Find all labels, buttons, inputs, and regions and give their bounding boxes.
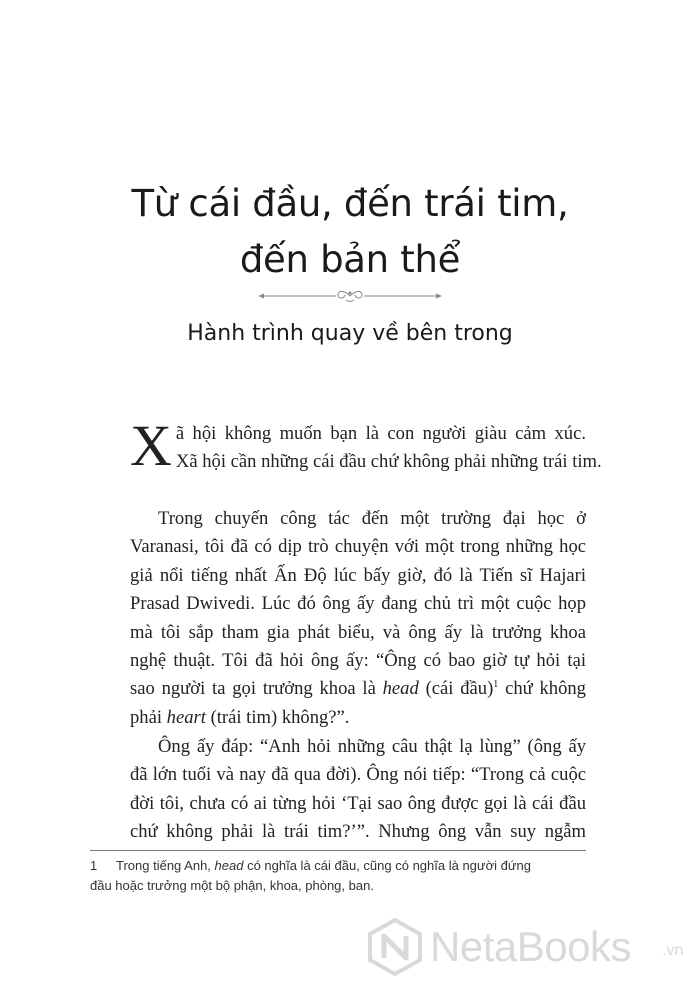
chapter-title [0, 176, 700, 288]
text-line: Varanasi, tôi đã có dịp trò chuyện với một trong những học [130, 536, 586, 558]
text-line: đã lớn tuổi và nay đã qua đời). Ông nói tiếp: “Trong cả cuộc [130, 764, 586, 786]
italic-term: head [214, 858, 244, 873]
footnote [90, 856, 590, 896]
italic-term: head [382, 678, 419, 700]
text-line: mà tôi sắp tham gia phát biểu, và ông ấy là trưởng khoa [130, 621, 586, 643]
footnote-line-1 [90, 856, 590, 876]
text-line: nghệ thuật. Tôi đã hỏi ông ấy: “Ông có bao giờ tự hỏi tại [130, 650, 586, 672]
text-line: Xã hội cần những cái đầu chứ không phải những trái tim. [175, 451, 602, 473]
text-fragment: (trái tim) không?”. [205, 706, 350, 728]
text-line: Ông ấy đáp: “Anh hỏi những câu thật lạ lùng” (ông ấy [158, 736, 586, 757]
text-line: đời tôi, chưa có ai từng hỏi ‘Tại sao ông được gọi là cái đầu [130, 792, 586, 814]
text-fragment: Trong tiếng Anh, [116, 858, 215, 873]
text-fragment: sao người ta gọi trưởng khoa là [130, 678, 383, 700]
netabooks-logo-icon [366, 918, 424, 976]
paragraph-2 [130, 505, 586, 742]
text-line: Prasad Dwivedi. Lúc đó ông ấy đang chủ trì một cuộc họp [130, 593, 586, 615]
text-line: Trong chuyến công tác đến một trường đại học ở [158, 508, 586, 529]
text-line [130, 675, 586, 703]
italic-term: heart [166, 706, 206, 728]
footnote-line-2: đầu hoặc trưởng một bộ phận, khoa, phòng, ban. [90, 878, 374, 893]
footnote-number: 1 [90, 858, 98, 873]
text-line [130, 704, 586, 732]
footnote-reference: 1 [493, 679, 499, 691]
paragraph-1 [130, 413, 602, 487]
text-fragment: phải [130, 706, 167, 728]
watermark-suffix: .vn [662, 942, 684, 959]
text-line: ã hội không muốn bạn là con người giàu cảm xúc. [175, 423, 586, 444]
chapter-title-line-1: Từ cái đầu, đến trái tim, [131, 182, 569, 225]
text-fragment: có nghĩa là cái đầu, cũng có nghĩa là người đứng [243, 858, 532, 873]
ornament-divider [258, 288, 442, 304]
watermark-text: NetaBooks [430, 923, 631, 970]
text-fragment: (cái đầu) [418, 678, 494, 700]
text-line: chứ không phải là trái tim?’”. Nhưng ông vẫn suy ngẫm [130, 821, 586, 843]
footnote-divider [90, 850, 586, 851]
chapter-title-line-2: đến bản thể [239, 238, 461, 281]
chapter-subtitle: Hành trình quay về bên trong [187, 321, 513, 346]
watermark [366, 918, 696, 978]
drop-cap: X [130, 413, 172, 478]
text-line: giả nổi tiếng nhất Ấn Độ lúc bấy giờ, đó là Tiến sĩ Hajari [130, 564, 586, 586]
text-fragment: chứ không [498, 678, 586, 700]
paragraph-3 [130, 733, 586, 857]
